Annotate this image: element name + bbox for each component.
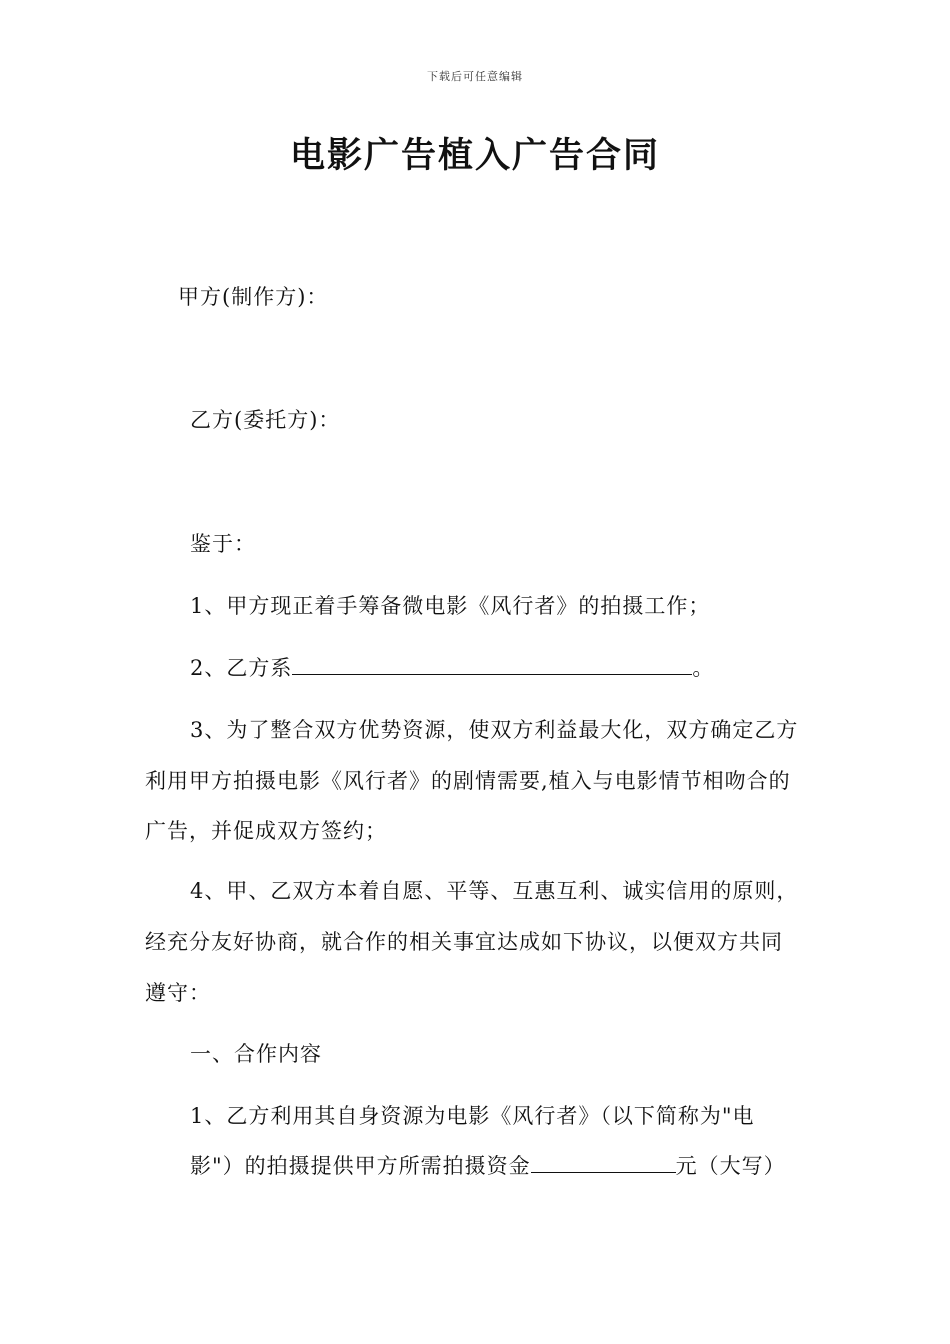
clause-1-line-2-suffix: 元（大写） (675, 1154, 786, 1178)
clause-1-line-2-prefix: 影"）的拍摄提供甲方所需拍摄资金 (190, 1154, 531, 1178)
whereas-line: 鉴于： (190, 532, 256, 556)
item-3-line-2: 利用甲方拍摄电影《风行者》的剧情需要,植入与电影情节相吻合的 (145, 769, 791, 793)
clause-1-amount-blank (531, 1150, 676, 1173)
clause-1-line-1: 1、乙方利用其自身资源为电影《风行者》（以下简称为"电 (190, 1104, 755, 1128)
party-a-line: 甲方(制作方)： (178, 285, 329, 309)
item-3-line-3: 广告，并促成双方签约； (145, 819, 387, 843)
item-3-line-1: 3、为了整合双方优势资源，使双方利益最大化，双方确定乙方 (190, 718, 799, 742)
item-4-line-2: 经充分友好协商，就合作的相关事宜达成如下协议，以便双方共同 (145, 930, 783, 954)
item-4-line-1: 4、甲、乙双方本着自愿、平等、互惠互利、诚实信用的原则， (190, 879, 799, 903)
item-1: 1、甲方现正着手筹备微电影《风行者》的拍摄工作； (190, 594, 711, 618)
item-4-line-3: 遵守： (145, 981, 211, 1005)
section-1-heading: 一、合作内容 (190, 1042, 322, 1066)
party-b-line: 乙方(委托方)： (190, 408, 341, 432)
clause-1-line-2 (190, 1150, 786, 1182)
item-2-blank (292, 652, 692, 675)
header-note: 下载后可任意编辑 (427, 70, 523, 83)
item-2-suffix: 。 (692, 656, 715, 680)
item-2 (190, 652, 714, 684)
page-title: 电影广告植入广告合同 (289, 136, 660, 176)
item-2-prefix: 2、乙方系 (190, 656, 293, 680)
